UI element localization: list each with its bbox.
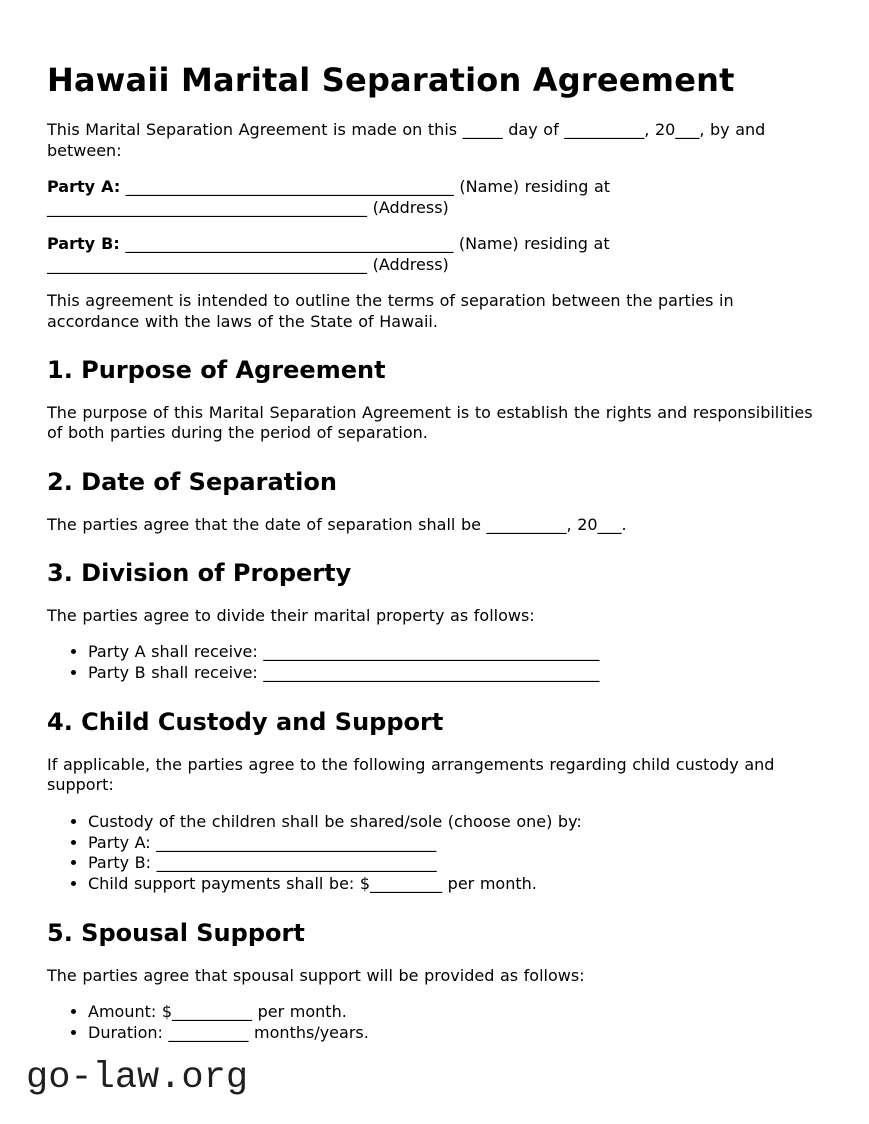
section-3-property-body: The parties agree to divide their marital property as follows: <box>47 605 535 625</box>
list-item-spousal-duration: • Duration: __________ months/years. <box>88 1023 822 1044</box>
party-a-name-address-blanks: _________________________________________ (Name) residing at ________________________________________ (Address) <box>47 177 611 217</box>
section-2-date-body: The parties agree that the date of separation shall be __________, 20___. <box>47 514 627 534</box>
list-item-child-support-payment: • Child support payments shall be: $_________ per month. <box>88 874 822 895</box>
list-item-spousal-amount: • Amount: $__________ per month. <box>88 1002 822 1023</box>
section-1-purpose-body: The purpose of this Marital Separation Agreement is to establish the rights and responsibilities of both parties during the period of separation. <box>47 402 813 443</box>
party-a-label: Party A: <box>47 177 121 197</box>
section-3-property-list <box>47 642 822 684</box>
section-5-spousal-body: The parties agree that spousal support will be provided as follows: <box>47 965 585 985</box>
party-a-line <box>47 177 822 218</box>
section-4-custody-body: If applicable, the parties agree to the following arrangements regarding child custody and support: <box>47 754 775 795</box>
section-3-property-heading: 3. Division of Property <box>47 559 352 588</box>
list-item-party-a-receive: • Party A shall receive: __________________________________________ <box>88 642 822 663</box>
section-5-spousal-heading: 5. Spousal Support <box>47 918 305 947</box>
list-item-custody-party-b: • Party B: ___________________________________ <box>88 853 822 874</box>
intent-paragraph: This agreement is intended to outline the terms of separation between the parties in accordance with the laws of the State of Hawaii. <box>47 291 734 331</box>
section-1-purpose-heading: 1. Purpose of Agreement <box>47 356 386 385</box>
document-title: Hawaii Marital Separation Agreement <box>47 61 735 99</box>
list-item-party-b-receive: • Party B shall receive: __________________________________________ <box>88 663 822 684</box>
section-2-date-heading: 2. Date of Separation <box>47 467 337 496</box>
list-item-custody-party-a: • Party A: ___________________________________ <box>88 833 822 854</box>
intro-paragraph: This Marital Separation Agreement is made on this _____ day of __________, 20___, by and between: <box>47 120 766 160</box>
section-4-custody-list <box>47 812 822 895</box>
section-5-spousal-list <box>47 1002 822 1044</box>
section-4-custody-heading: 4. Child Custody and Support <box>47 708 444 736</box>
party-b-line <box>47 234 822 275</box>
party-b-label: Party B: <box>47 234 120 254</box>
footer-watermark: go-law.org <box>26 1057 249 1099</box>
party-b-name-address-blanks: _________________________________________ (Name) residing at ________________________________________ (Address) <box>47 234 610 274</box>
list-item-custody-choice: • Custody of the children shall be shared/sole (choose one) by: <box>88 812 822 833</box>
